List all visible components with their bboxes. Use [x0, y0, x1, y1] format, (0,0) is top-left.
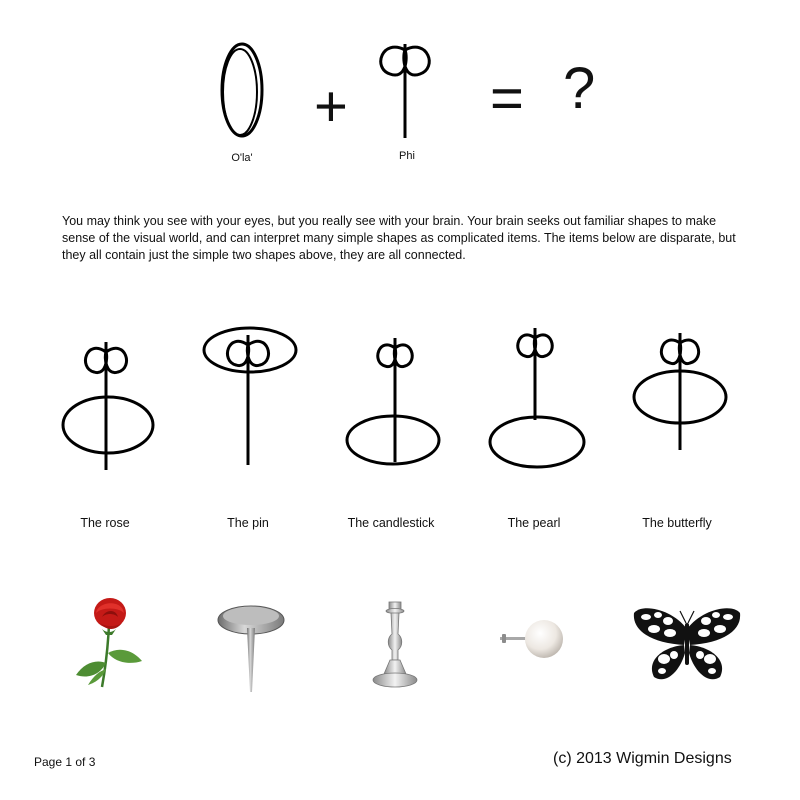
butterfly-image: [632, 605, 742, 687]
ola-symbol: [212, 40, 272, 140]
candlestick-figure: [343, 330, 443, 470]
pearl-figure: [487, 320, 587, 470]
phi-label: Phi: [399, 150, 415, 162]
item-label-candlestick: The candlestick: [347, 516, 435, 530]
pin-figure: [200, 325, 300, 475]
intro-paragraph: You may think you see with your eyes, but you really see with your brain. Your brain seeks out familiar shapes to make sense of the visual world, and can interpret many simple shapes as complicated items. The items below are disparate, but they all contain just the simple two shapes above, they are all connected.: [62, 214, 736, 262]
rose-figure: [58, 330, 158, 480]
ola-label: O'la': [231, 152, 253, 164]
phi-symbol: [372, 38, 442, 143]
copyright-notice: (c) 2013 Wigmin Designs: [553, 750, 732, 767]
item-label-rose: The rose: [80, 516, 130, 530]
rose-image: [72, 595, 147, 690]
candlestick-image: [370, 598, 420, 690]
page-indicator: Page 1 of 3: [34, 755, 96, 769]
question-mark: ?: [563, 56, 596, 121]
item-label-pearl: The pearl: [507, 516, 561, 530]
item-label-butterfly: The butterfly: [642, 516, 712, 530]
item-label-pin: The pin: [227, 516, 269, 530]
equals-sign: =: [490, 66, 524, 131]
butterfly-figure: [630, 325, 730, 455]
plus-sign: +: [314, 74, 348, 139]
pearl-earring-image: [498, 615, 568, 665]
pushpin-image: [216, 600, 286, 695]
